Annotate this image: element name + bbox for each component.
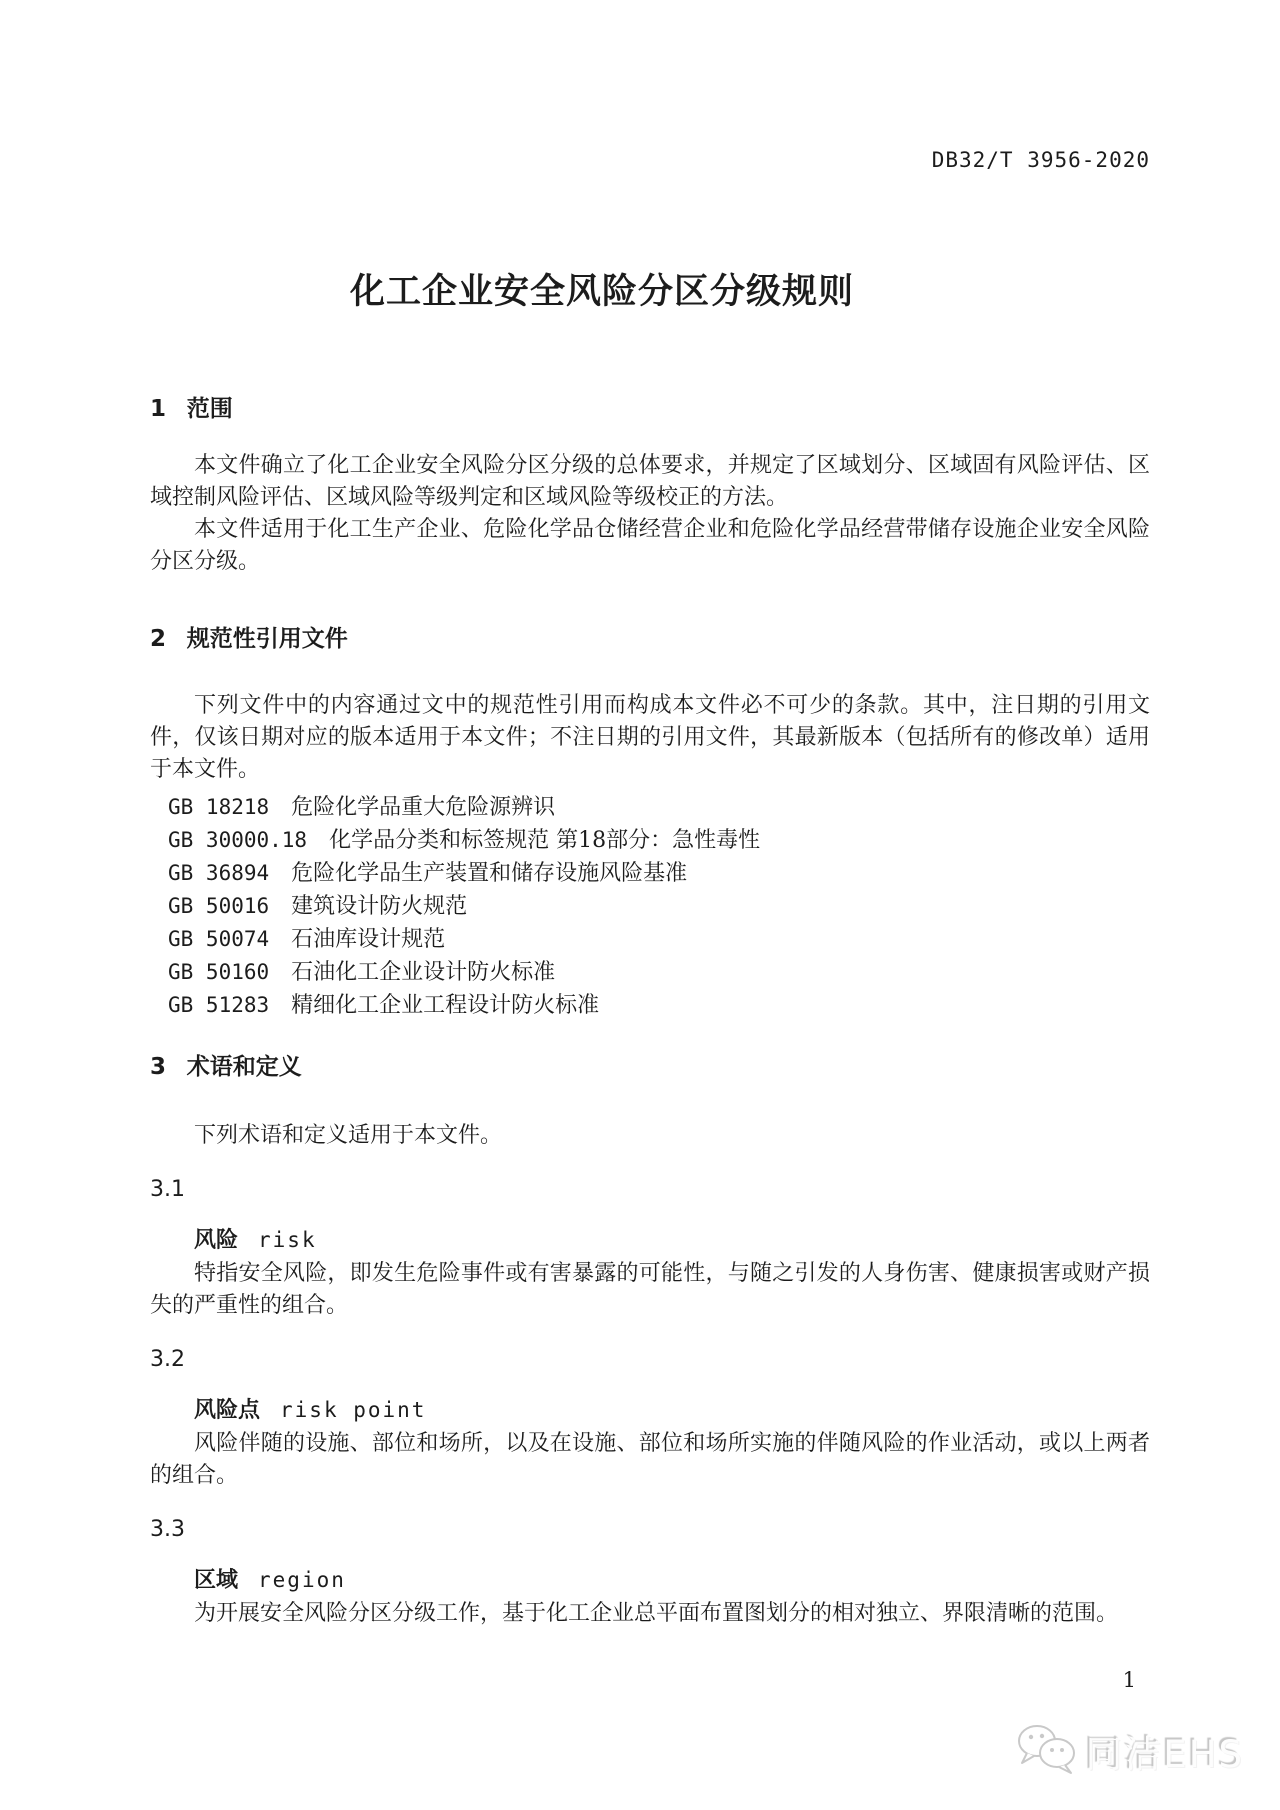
term-number: 3.3 <box>150 1517 185 1542</box>
term-number: 3.2 <box>150 1347 185 1372</box>
reference-title: 危险化学品重大危险源辨识 <box>291 795 556 820</box>
reference-item <box>168 989 1150 1022</box>
watermark-text: 同洁EHS <box>1085 1733 1244 1776</box>
reference-code: GB 50016 <box>168 894 270 918</box>
term-name-line <box>150 1394 1150 1428</box>
reference-item <box>168 923 1150 956</box>
clause-3-number: 3 <box>150 1054 167 1080</box>
reference-item <box>168 791 1150 824</box>
clause-1-number: 1 <box>150 396 167 422</box>
term-zh: 风险 <box>194 1228 239 1253</box>
reference-code: GB 50160 <box>168 960 270 984</box>
clause-1-heading <box>150 394 1150 424</box>
reference-item <box>168 956 1150 989</box>
reference-title: 石油库设计规范 <box>291 927 446 952</box>
term-en: risk <box>258 1228 317 1252</box>
clause-1-title: 范围 <box>186 396 233 422</box>
wechat-icon <box>1015 1722 1079 1780</box>
term-en: region <box>258 1568 346 1592</box>
reference-title: 石油化工企业设计防火标准 <box>291 960 556 985</box>
clause-2-title: 规范性引用文件 <box>186 626 348 652</box>
term-name-line <box>150 1564 1150 1598</box>
term-zh: 区域 <box>194 1568 239 1593</box>
term-definition: 为开展安全风险分区分级工作，基于化工企业总平面布置图划分的相对独立、界限清晰的范围。 <box>194 1601 1119 1626</box>
page-title: 化工企业安全风险分区分级规则 <box>349 272 854 312</box>
references-intro-paragraph: 下列文件中的内容通过文中的规范性引用而构成本文件必不可少的条款。其中，注日期的引用文件，仅该日期对应的版本适用于本文件；不注日期的引用文件，其最新版本（包括所有的修改单）适用于本文件。 <box>150 693 1150 782</box>
term-zh: 风险点 <box>194 1398 261 1423</box>
doc-number: DB32/T 3956-2020 <box>931 148 1150 172</box>
term-number: 3.1 <box>150 1177 185 1202</box>
scope-paragraph-2: 本文件适用于化工生产企业、危险化学品仓储经营企业和危险化学品经营带储存设施企业安全风险分区分级。 <box>150 517 1150 574</box>
term-en: risk point <box>280 1398 427 1422</box>
reference-code: GB 50074 <box>168 927 270 951</box>
clause-2-heading <box>150 624 1150 654</box>
reference-title: 建筑设计防火规范 <box>291 894 468 919</box>
reference-title: 精细化工企业工程设计防火标准 <box>291 993 600 1018</box>
term-definition: 特指安全风险，即发生危险事件或有害暴露的可能性，与随之引发的人身伤害、健康损害或财产损失的严重性的组合。 <box>150 1261 1150 1318</box>
term-definition: 风险伴随的设施、部位和场所，以及在设施、部位和场所实施的伴随风险的作业活动，或以上两者的组合。 <box>150 1431 1150 1488</box>
reference-code: GB 51283 <box>168 993 270 1017</box>
reference-title: 危险化学品生产装置和储存设施风险基准 <box>291 861 688 886</box>
clause-3-title: 术语和定义 <box>186 1054 302 1080</box>
reference-code: GB 30000.18 <box>168 828 308 852</box>
reference-list <box>150 791 1150 1022</box>
reference-title: 化学品分类和标签规范 第18部分：急性毒性 <box>329 828 761 853</box>
term-name-line <box>150 1224 1150 1258</box>
reference-code: GB 36894 <box>168 861 270 885</box>
clause-2-number: 2 <box>150 626 167 652</box>
page-number: 1 <box>1122 1668 1136 1692</box>
scope-paragraph-1: 本文件确立了化工企业安全风险分区分级的总体要求，并规定了区域划分、区域固有风险评估、区域控制风险评估、区域风险等级判定和区域风险等级校正的方法。 <box>150 453 1150 510</box>
reference-item <box>168 824 1150 857</box>
reference-item <box>168 890 1150 923</box>
clause-3-heading <box>150 1052 1150 1082</box>
reference-code: GB 18218 <box>168 795 270 819</box>
terms-intro-paragraph: 下列术语和定义适用于本文件。 <box>194 1123 503 1148</box>
watermark <box>1015 1722 1244 1780</box>
reference-item <box>168 857 1150 890</box>
